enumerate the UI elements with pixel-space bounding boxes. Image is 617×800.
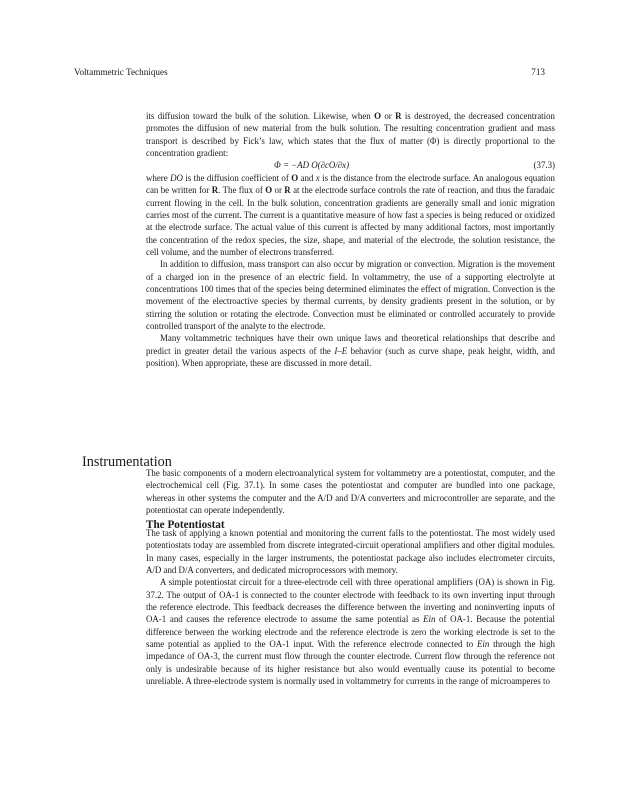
equation-number: (37.3) — [533, 160, 555, 171]
running-head-title: Voltammetric Techniques — [74, 67, 168, 77]
equation-37-3 — [146, 159, 555, 172]
paragraph-ie-behavior: Many voltammetric techniques have their own unique laws and theoretical relationships that describe and predict in greater detail the various aspects of the I–E behavior (such as curve shape, peak height, width, and position). When appropriate, these are discussed in more detail. — [146, 333, 555, 369]
paragraph-components: The basic components of a modern electroanalytical system for voltammetry are a potentiostat, computer, and the electrochemical cell (Fig. 37.1). In some cases the potentiostat and computer are bundled into one package, whereas in other systems the computer and the A/D and D/A converters and microcontroller are separate, and the potentiostat can operate independently. — [146, 468, 555, 516]
page-number: 713 — [531, 67, 545, 77]
paragraph-diffusion-coefficient: where DO is the diffusion coefficient of O and x is the distance from the electrode surface. An analogous equation can be written for R. The flux of O or R at the electrode surface controls the rate of reaction, and thus the faradaic current flowing in the cell. In the bulk solution, concentration gradients are generally small and ionic migration carries most of the current. The current is a quantitative measure of how fast a species is being reduced or oxidized at the electrode surface. The actual value of this current is affected by many additional factors, most importantly the concentration of the redox species, the size, shape, and material of the electrode, the solution resistance, the cell volume, and the number of electrons transferred. — [146, 172, 555, 258]
intro-section — [146, 110, 555, 369]
paragraph-ficks-law: its diffusion toward the bulk of the solution. Likewise, when O or R is destroyed, the decreased concentration promotes the diffusion of new material from the bulk solution. The resulting concentration gradient and mass transport is described by Fick’s law, which states that the flux of matter (Φ) is directly proportional to the concentration gradient: — [146, 111, 555, 159]
running-head — [74, 67, 545, 77]
equation-body: Φ = −AD O(∂cO/∂x) — [274, 160, 350, 171]
paragraph-potentiostat-task: The task of applying a known potential and monitoring the current falls to the potentiostat. The most widely used potentiostats today are assembled from discrete integrated-circuit operational amplifiers and other digital modules. In many cases, especially in the larger instruments, the potentiostat package also includes electrometer circuits, A/D and D/A converters, and dedicated microprocessors with memory. — [146, 528, 555, 576]
subsection-heading-potentiostat: The Potentiostat — [146, 519, 225, 532]
section-heading-instrumentation: Instrumentation — [82, 453, 172, 470]
potentiostat-section — [146, 527, 555, 687]
paragraph-potentiostat-circuit: A simple potentiostat circuit for a three-electrode cell with three operational amplifiers (OA) is shown in Fig. 37.2. The output of OA-1 is connected to the counter electrode with feedback to its own inverting input through the reference electrode. This feedback decreases the difference between the inverting and noninverting inputs of OA-1 and causes the reference electrode to assume the same potential as Ein of OA-1. Because the potential difference between the working electrode and the reference electrode is zero the working electrode is set to the same potential as applied to the OA-1 input. With the reference electrode connected to Ein through the high impedance of OA-3, the current must flow through the counter electrode. Current flow through the reference not only is undesirable because of its higher resistance but also would eventually cause its potential to become unreliable. A three-electrode system is normally used in voltammetry for currents in the range of microamperes to — [146, 577, 555, 687]
instrumentation-section — [146, 467, 555, 516]
paragraph-mass-transport: In addition to diffusion, mass transport can also occur by migration or convection. Migration is the movement of a charged ion in the presence of an electric field. In voltammetry, the use of a supporting electrolyte at concentrations 100 times that of the species being determined eliminates the effect of migration. Convection is the movement of the electroactive species by thermal currents, by density gradients present in the solution, or by stirring the solution or rotating the electrode. Convection must be eliminated or controlled accurately to provide controlled transport of the analyte to the electrode. — [146, 259, 555, 332]
